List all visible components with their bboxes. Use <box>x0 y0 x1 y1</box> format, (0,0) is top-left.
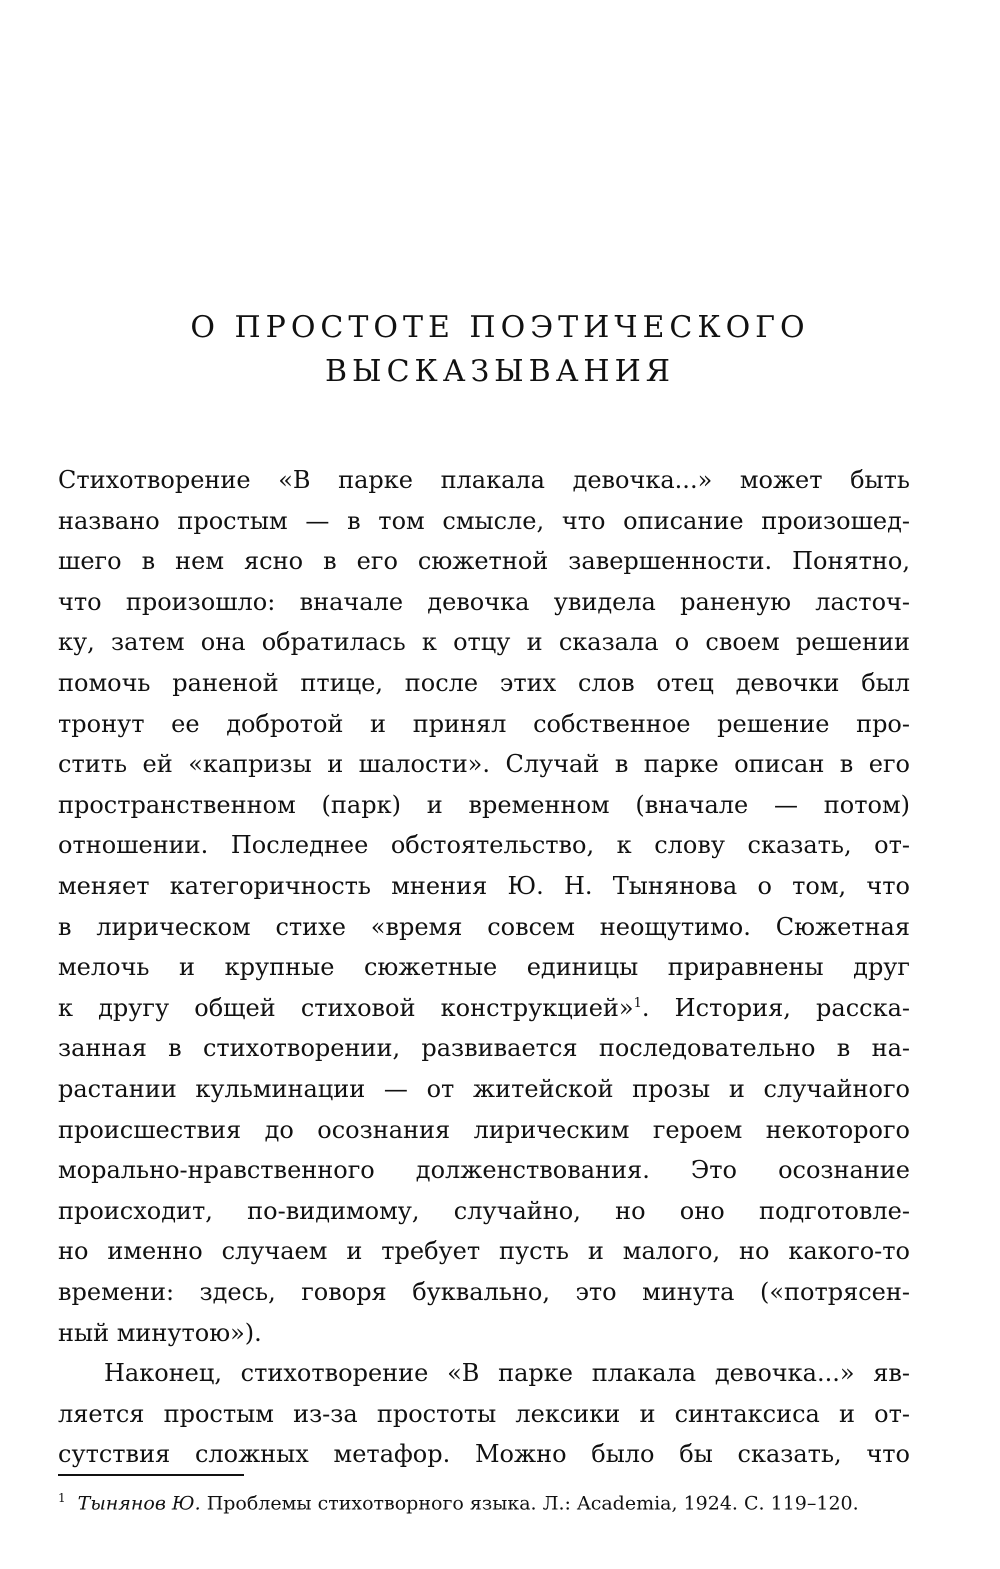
text-line-with-footnote-ref <box>58 987 910 1029</box>
chapter-title-line-1: О ПРОСТОТЕ ПОЭТИЧЕСКОГО <box>190 310 810 345</box>
footnote-author: Тынянов Ю. <box>77 1492 201 1515</box>
footnote <box>58 1483 928 1518</box>
text-line: сутствия сложных метафор. Можно было бы сказать, что <box>58 1440 910 1469</box>
text-line: но именно случаем и требует пусть и малого, но какого-то <box>58 1237 910 1266</box>
chapter-title-line-2: ВЫСКАЗЫВАНИЯ <box>325 354 675 389</box>
text-line: в лирическом стихе «время совсем неощутимо. Сюжетная <box>58 912 910 941</box>
text-line: названо простым — в том смысле, что описание произошед- <box>58 506 910 535</box>
text-line: растании кульминации — от житейской прозы и случайного <box>58 1075 910 1103</box>
text-line-tail: . История, расска- <box>641 993 911 1022</box>
text-line: ляется простым из-за простоты лексики и синтаксиса и от- <box>58 1399 910 1428</box>
text-line: отношении. Последнее обстоятельство, к слову сказать, от- <box>58 831 910 860</box>
text-line-head: к другу общей стиховой конструкцией» <box>58 993 634 1022</box>
text-line: шего в нем ясно в его сюжетной завершенности. Понятно, <box>58 547 910 576</box>
footnote-mark: 1 <box>58 1491 66 1505</box>
text-line: что произошло: вначале девочка увидела раненую ласточ- <box>58 587 910 616</box>
footnote-text: Проблемы стихотворного языка. Л.: Academia, 1924. С. 119–120. <box>206 1492 859 1515</box>
text-line-paragraph-start: Наконец, стихотворение «В парке плакала девочка...» яв- <box>104 1359 910 1388</box>
text-line: пространственном (парк) и временном (вначале — потом) <box>58 790 910 819</box>
text-line: времени: здесь, говоря буквально, это минута («потрясен- <box>58 1278 910 1306</box>
text-line: происшествия до осознания лирическим героем некоторого <box>58 1115 910 1144</box>
text-line: мелочь и крупные сюжетные единицы приравнены друг <box>58 953 910 982</box>
text-line: занная в стихотворении, развивается последовательно в на- <box>58 1034 910 1063</box>
text-line: Стихотворение «В парке плакала девочка...» может быть <box>58 466 910 494</box>
text-line: ный минутою»). <box>58 1318 262 1347</box>
text-line: тронут ее добротой и принял собственное решение про- <box>58 709 910 738</box>
footnote-reference[interactable]: 1 <box>633 995 642 1011</box>
text-line: помочь раненой птице, после этих слов отец девочки был <box>58 669 910 697</box>
text-line: происходит, по-видимому, случайно, но оно подготовле- <box>58 1196 910 1225</box>
text-line: морально-нравственного долженствования. Это осознание <box>58 1156 910 1185</box>
text-line: стить ей «капризы и шалости». Случай в парке описан в его <box>58 750 910 779</box>
text-line: ку, затем она обратилась к отцу и сказала о своем решении <box>58 628 910 657</box>
text-line: меняет категоричность мнения Ю. Н. Тынянова о том, что <box>58 872 910 900</box>
